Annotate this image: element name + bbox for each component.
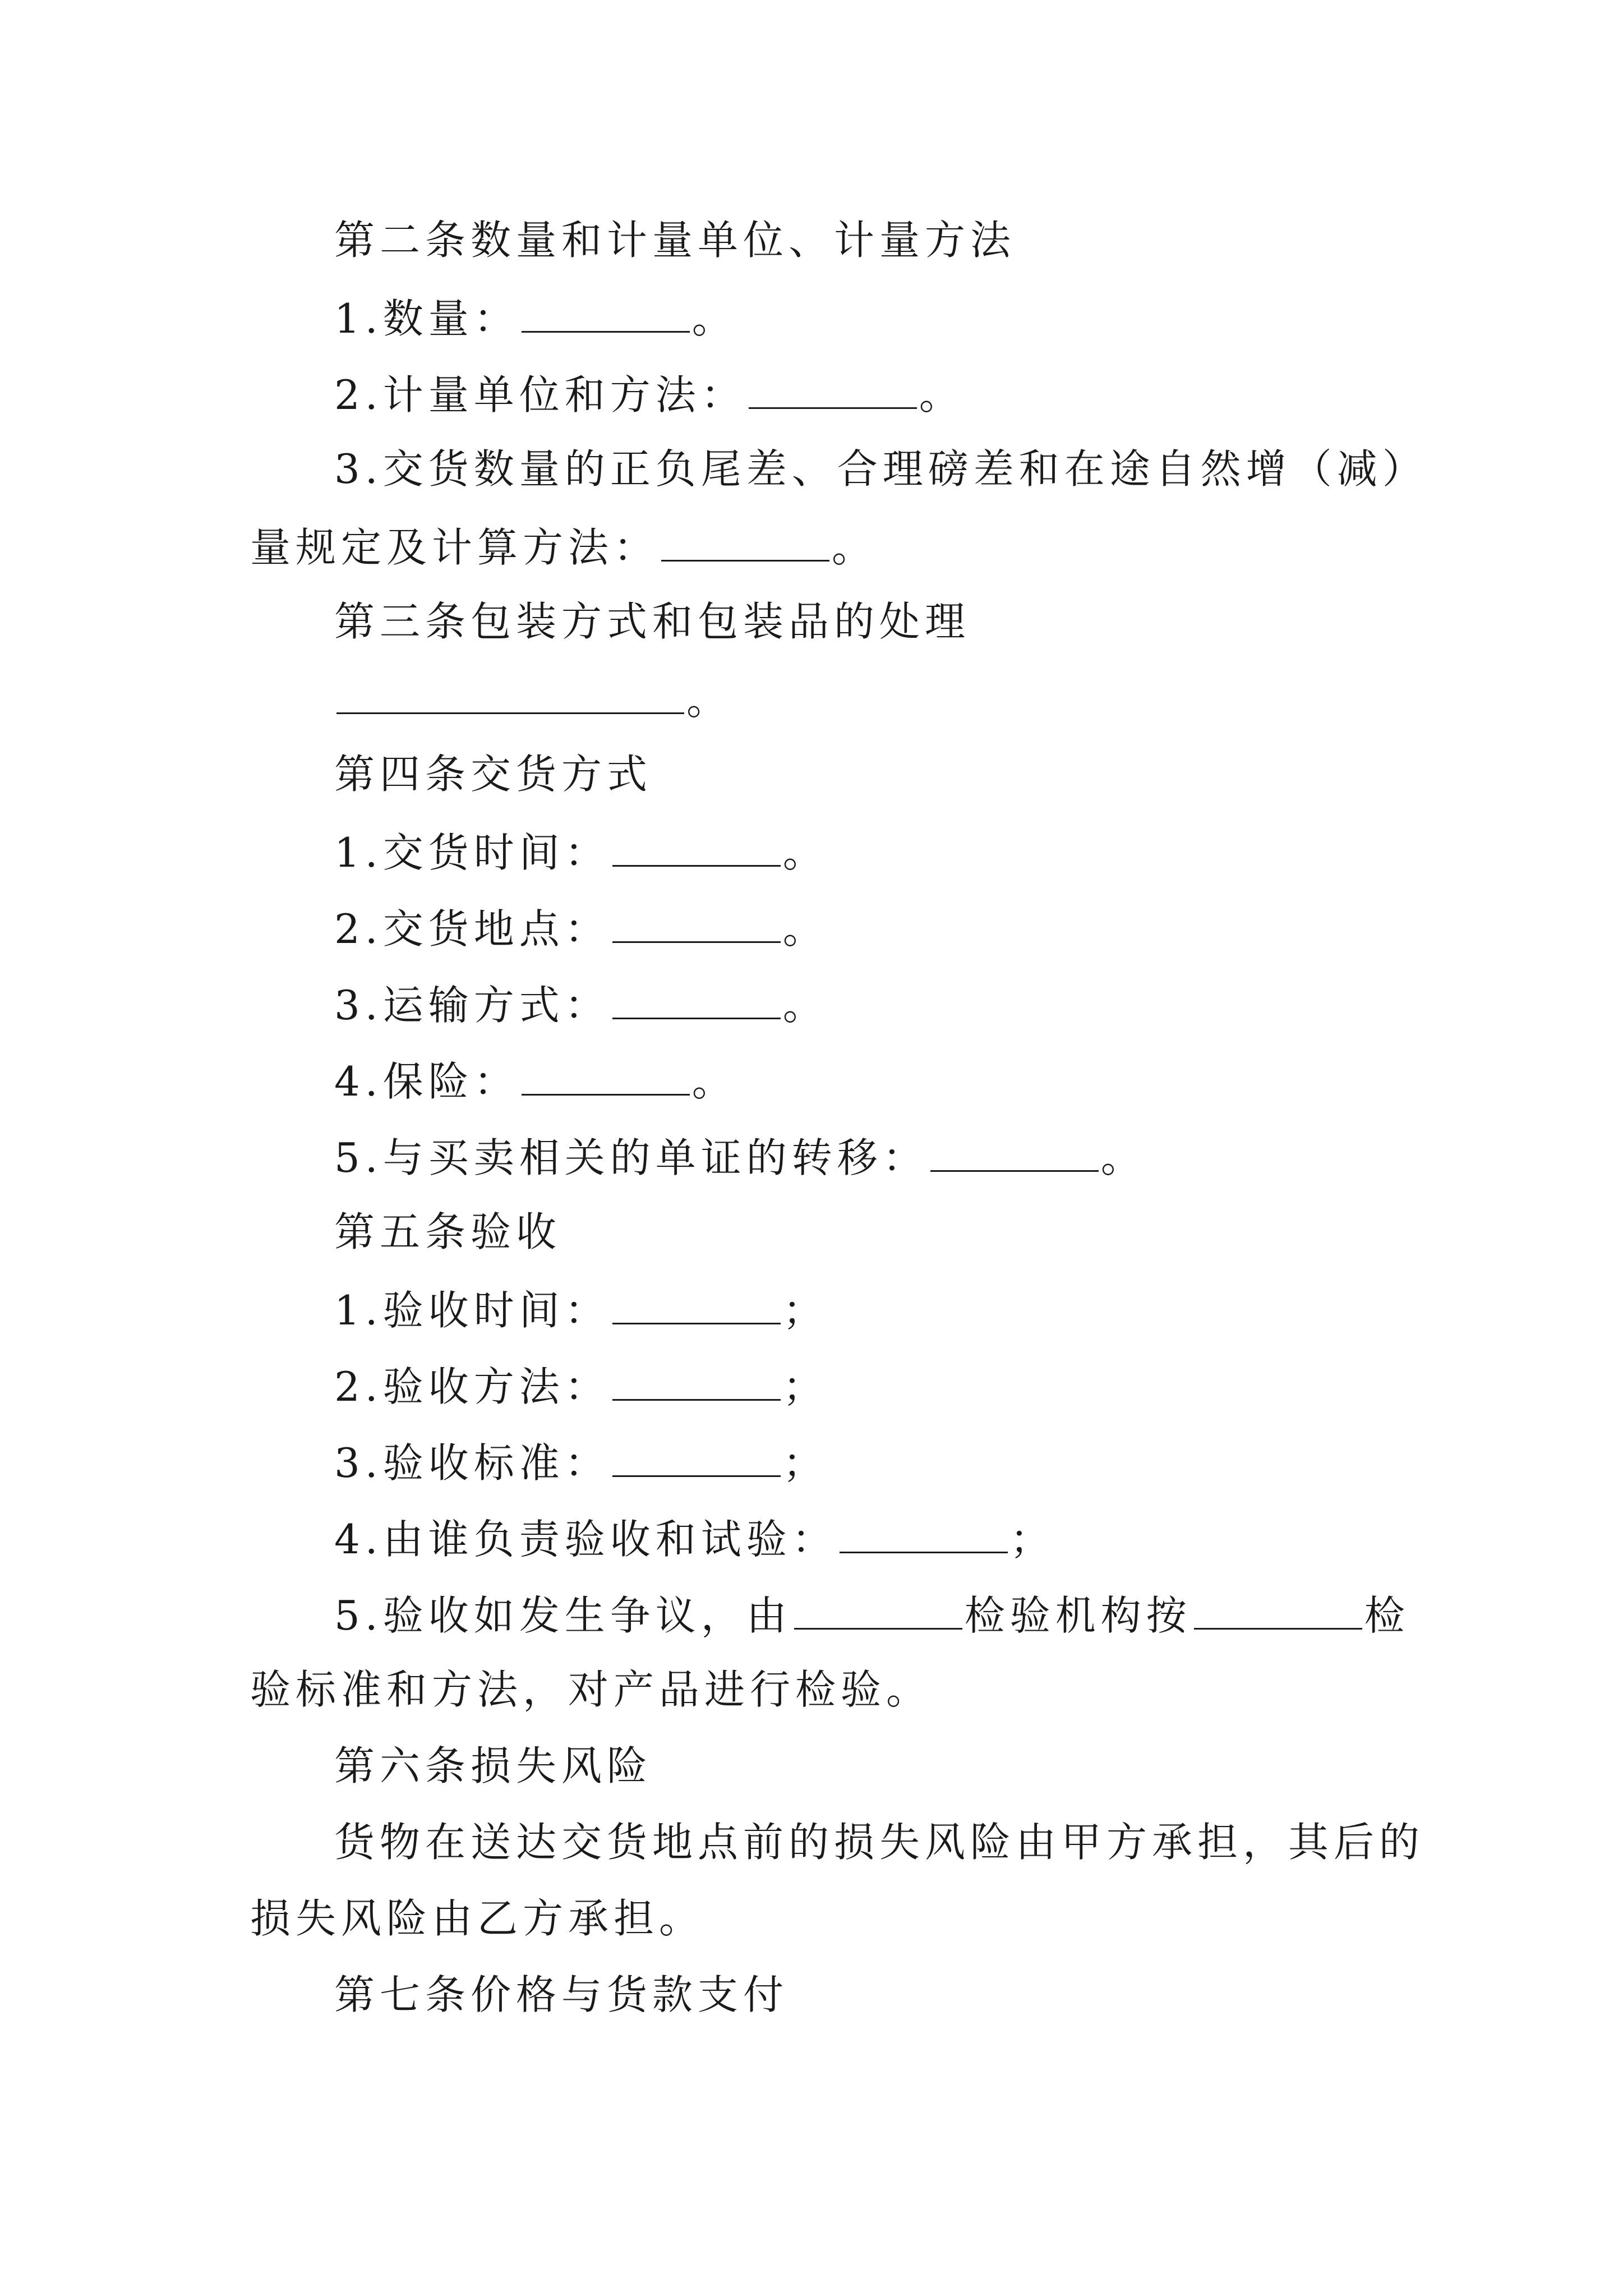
end-punct: 。 bbox=[691, 1058, 737, 1105]
clause-3-title-text: 第三条包装方式和包装品的处理 bbox=[334, 598, 971, 645]
clause-4-title bbox=[334, 751, 653, 798]
clause-3-blank-line bbox=[334, 677, 732, 724]
end-punct: 。 bbox=[919, 371, 965, 418]
end-punct: 。 bbox=[782, 829, 828, 876]
clause-5-item-5 bbox=[334, 1592, 1410, 1639]
clause-4-item-4 bbox=[334, 1058, 737, 1105]
clause-4-title-text: 第四条交货方式 bbox=[334, 751, 653, 798]
clause-6-text bbox=[334, 1819, 1425, 1866]
fill-in-blank[interactable] bbox=[612, 830, 781, 867]
end-punct: 。 bbox=[686, 677, 732, 724]
item-label: 4.由谁负责验收和试验： bbox=[334, 1516, 837, 1563]
item-text: 验标准和方法，对产品进行检验。 bbox=[250, 1666, 932, 1713]
fill-in-blank[interactable] bbox=[1194, 1593, 1362, 1630]
clause-4-item-2 bbox=[334, 905, 828, 953]
item-label: 5.与买卖相关的单证的转移： bbox=[334, 1134, 928, 1181]
end-punct: 。 bbox=[691, 295, 737, 342]
clause-5-item-2 bbox=[334, 1363, 828, 1410]
item-label: 2.计量单位和方法： bbox=[334, 371, 746, 418]
item-label: 1.数量： bbox=[334, 295, 519, 342]
clause-5-title-text: 第五条验收 bbox=[334, 1208, 562, 1255]
end-punct: 。 bbox=[1100, 1134, 1146, 1181]
fill-in-blank[interactable] bbox=[661, 525, 829, 562]
fill-in-blank[interactable] bbox=[612, 1441, 781, 1477]
clause-6-text-cont bbox=[250, 1895, 705, 1942]
end-punct: ； bbox=[782, 1439, 828, 1487]
clause-5-item-5-cont bbox=[250, 1666, 932, 1713]
item-label: 1.验收时间： bbox=[334, 1287, 610, 1334]
clause-5-item-1 bbox=[334, 1287, 828, 1334]
end-punct: ； bbox=[782, 1363, 828, 1410]
item-label: 1.交货时间： bbox=[334, 829, 610, 876]
paragraph-text: 损失风险由乙方承担。 bbox=[250, 1895, 705, 1942]
clause-4-item-3 bbox=[334, 982, 828, 1029]
fill-in-blank[interactable] bbox=[794, 1593, 962, 1630]
clause-5-item-3 bbox=[334, 1439, 828, 1487]
clause-2-title bbox=[334, 217, 1016, 264]
fill-in-blank[interactable] bbox=[336, 678, 684, 714]
item-label: 2.交货地点： bbox=[334, 905, 610, 953]
fill-in-blank[interactable] bbox=[612, 907, 781, 943]
clause-6-title bbox=[334, 1742, 653, 1789]
end-punct: ； bbox=[782, 1287, 828, 1334]
item-text-part3: 检 bbox=[1364, 1592, 1410, 1639]
item-label: 4.保险： bbox=[334, 1058, 519, 1105]
fill-in-blank[interactable] bbox=[612, 1288, 781, 1324]
end-punct: 。 bbox=[782, 905, 828, 953]
fill-in-blank[interactable] bbox=[522, 1059, 690, 1096]
fill-in-blank[interactable] bbox=[930, 1135, 1099, 1172]
fill-in-blank[interactable] bbox=[840, 1517, 1008, 1553]
paragraph-text: 货物在送达交货地点前的损失风险由甲方承担，其后的 bbox=[334, 1819, 1425, 1866]
clause-4-item-5 bbox=[334, 1134, 1146, 1181]
item-text-part1: 5.验收如发生争议，由 bbox=[334, 1592, 792, 1639]
clause-7-title-text: 第七条价格与货款支付 bbox=[334, 1971, 789, 2018]
clause-2-item-3-cont bbox=[250, 524, 878, 571]
clause-7-title bbox=[334, 1971, 789, 2018]
end-punct: 。 bbox=[832, 524, 878, 571]
item-text-part2: 检验机构按 bbox=[964, 1592, 1192, 1639]
end-punct: 。 bbox=[782, 982, 828, 1029]
clause-6-title-text: 第六条损失风险 bbox=[334, 1742, 653, 1789]
item-label: 2.验收方法： bbox=[334, 1363, 610, 1410]
clause-5-item-4 bbox=[334, 1516, 1055, 1563]
fill-in-blank[interactable] bbox=[612, 983, 781, 1019]
item-label: 3.运输方式： bbox=[334, 982, 610, 1029]
fill-in-blank[interactable] bbox=[749, 372, 917, 409]
clause-2-item-1 bbox=[334, 295, 737, 342]
clause-2-item-2 bbox=[334, 371, 965, 418]
clause-5-title bbox=[334, 1208, 562, 1255]
fill-in-blank[interactable] bbox=[522, 296, 690, 333]
end-punct: ； bbox=[1009, 1516, 1055, 1563]
fill-in-blank[interactable] bbox=[612, 1364, 781, 1401]
clause-2-title-text: 第二条数量和计量单位、计量方法 bbox=[334, 217, 1016, 264]
item-label: 3.验收标准： bbox=[334, 1439, 610, 1487]
item-label: 量规定及计算方法： bbox=[250, 524, 660, 571]
clause-2-item-3 bbox=[334, 445, 1428, 493]
clause-3-title bbox=[334, 598, 971, 645]
clause-4-item-1 bbox=[334, 829, 828, 876]
item-text: 3.交货数量的正负尾差、合理磅差和在途自然增（减） bbox=[334, 445, 1428, 493]
